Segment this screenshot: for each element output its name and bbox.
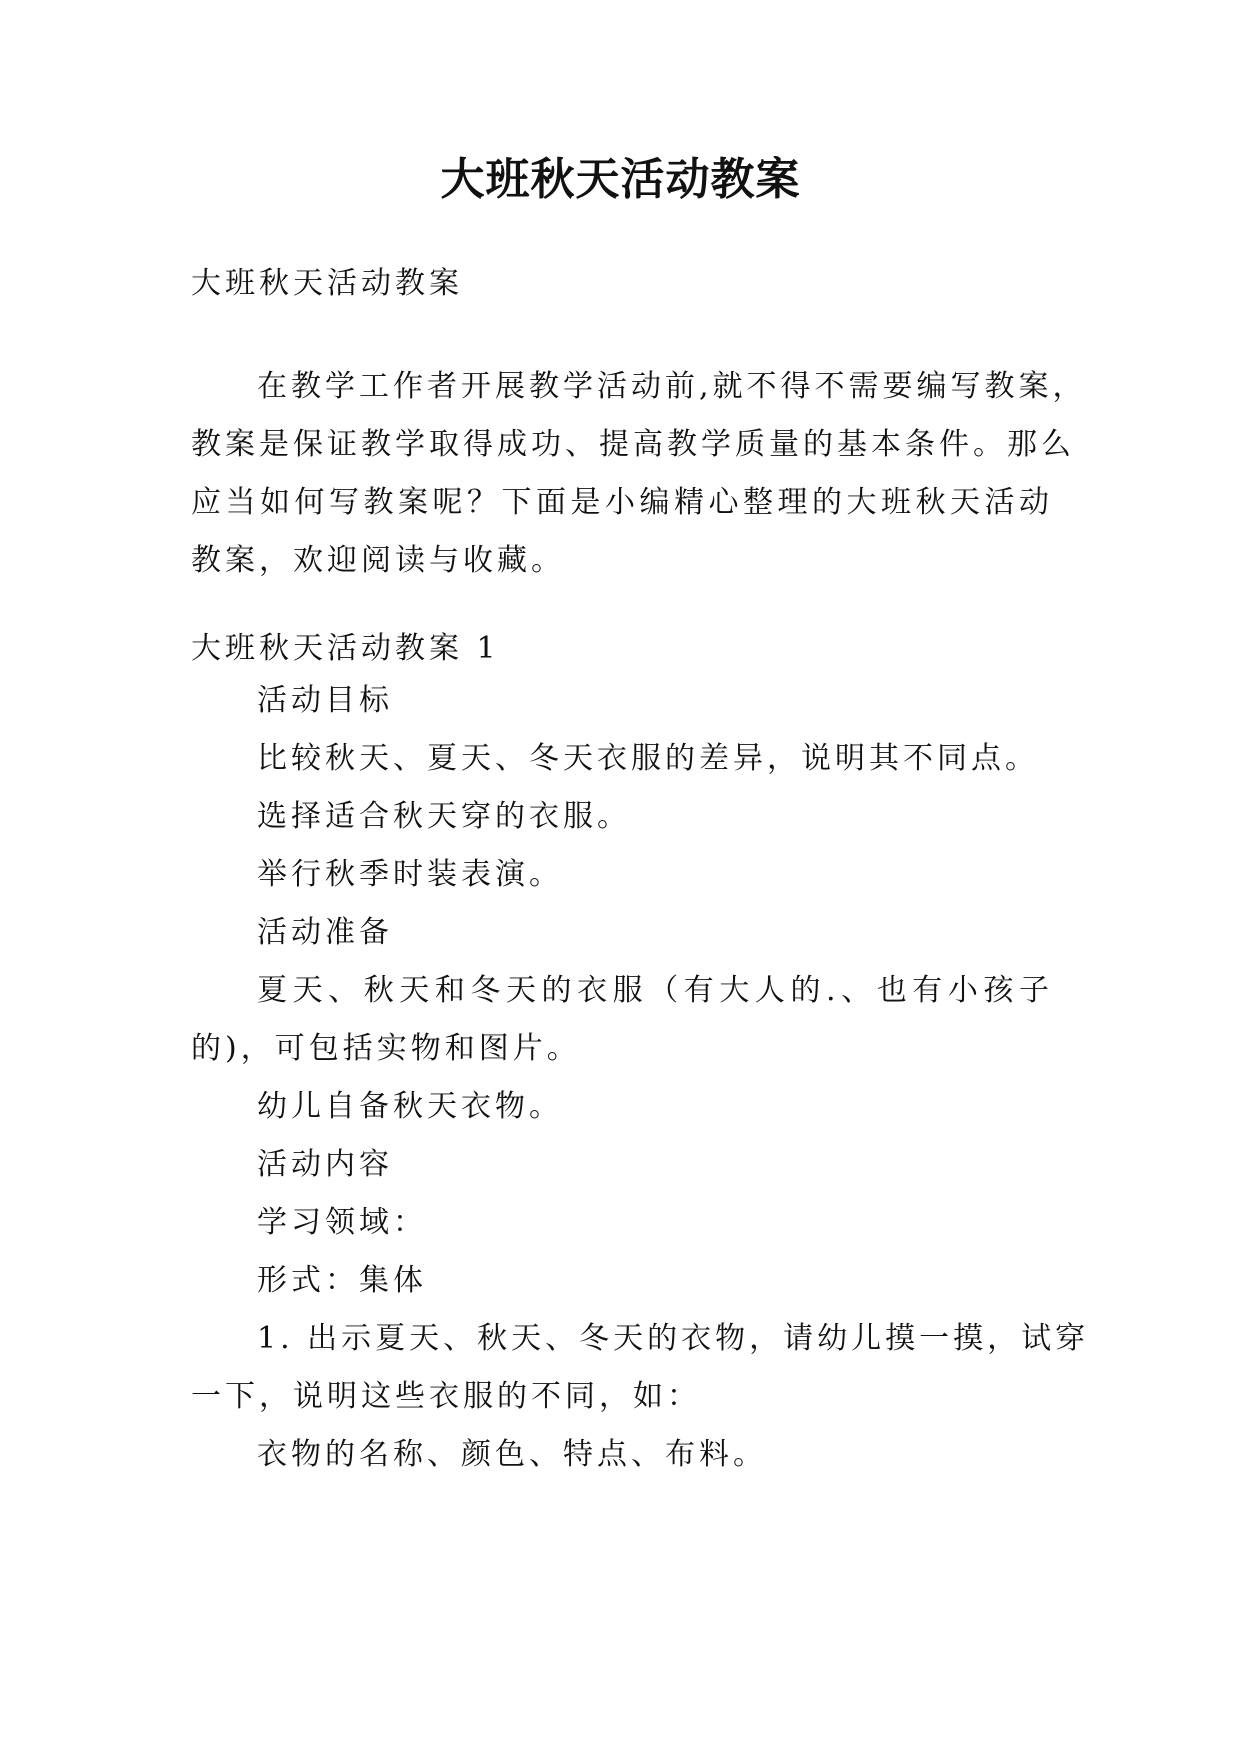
section-line: 形式：集体 [257, 1263, 427, 1298]
intro-line: 教案，欢迎阅读与收藏。 [191, 543, 565, 578]
section-line: 一下，说明这些衣服的不同，如： [191, 1379, 701, 1414]
section-line: 比较秋天、夏天、冬天衣服的差异，说明其不同点。 [257, 741, 1039, 776]
section-line: 活动内容 [257, 1147, 393, 1182]
section-line: 夏天、秋天和冬天的衣服（有大人的.、也有小孩子 [257, 973, 1053, 1008]
section-line: 活动准备 [257, 915, 393, 950]
intro-paragraph [191, 358, 1087, 590]
intro-line: 应当如何写教案呢？下面是小编精心整理的大班秋天活动 [191, 485, 1053, 520]
section-line: 衣物的名称、颜色、特点、布料。 [257, 1437, 767, 1472]
section-line: 选择适合秋天穿的衣服。 [257, 799, 631, 834]
intro-line: 在教学工作者开展教学活动前,就不得不需要编写教案， [257, 369, 1087, 404]
section-line: 学习领域： [257, 1205, 427, 1240]
section-body [191, 672, 1090, 1484]
section-line: 1. 出示夏天、秋天、冬天的衣物，请幼儿摸一摸，试穿 [257, 1321, 1090, 1356]
document-subtitle: 大班秋天活动教案 [191, 266, 463, 301]
document-title: 大班秋天活动教案 [440, 154, 801, 205]
section-line: 幼儿自备秋天衣物。 [257, 1089, 563, 1124]
intro-line: 教案是保证教学取得成功、提高教学质量的基本条件。那么 [191, 427, 1075, 462]
section-heading: 大班秋天活动教案 1 [191, 631, 500, 666]
section-line: 的)，可包括实物和图片。 [191, 1031, 581, 1066]
section-line: 活动目标 [257, 683, 393, 718]
section-line: 举行秋季时装表演。 [257, 857, 563, 892]
